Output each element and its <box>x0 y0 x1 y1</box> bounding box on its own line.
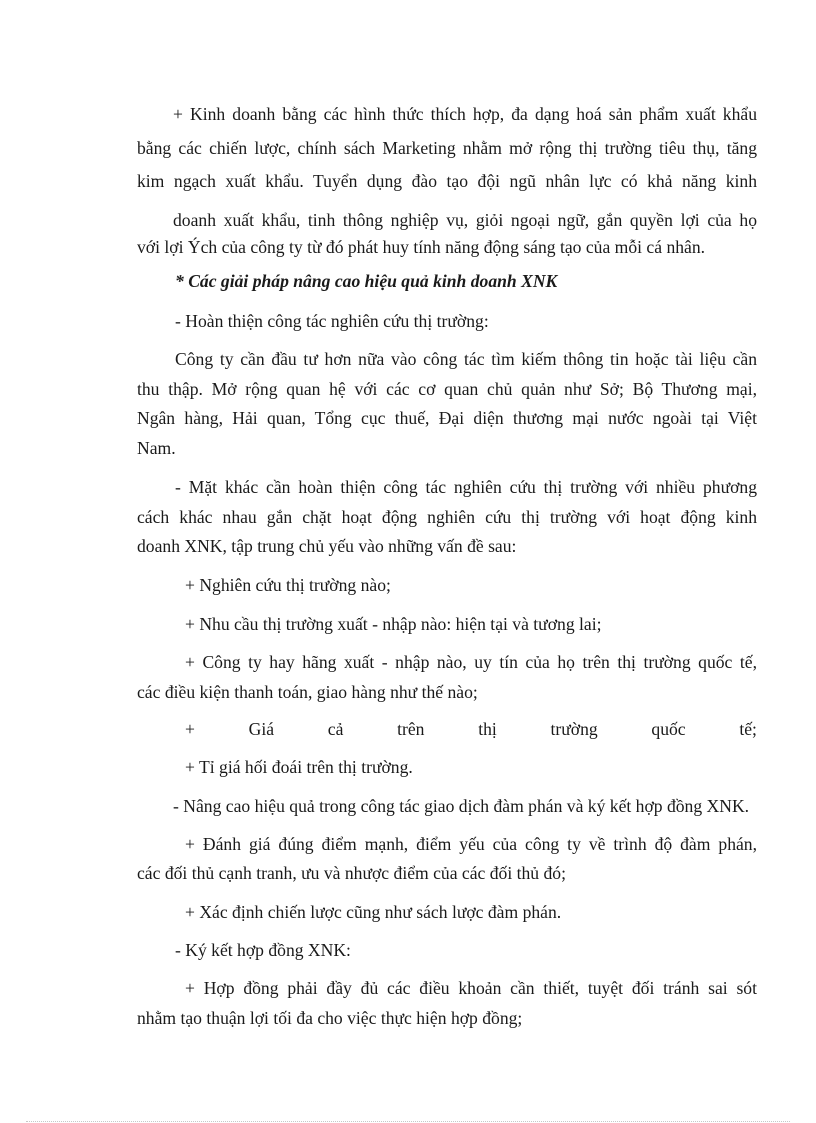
list-item: + Nghiên cứu thị trường nào; <box>185 575 391 595</box>
paragraph-line: các đối thủ cạnh tranh, ưu và nhược điểm của các đối thủ đó; <box>137 863 566 883</box>
spread-word: trường <box>550 719 598 739</box>
spread-word: cả <box>327 719 344 739</box>
spread-word: + <box>185 719 195 739</box>
section-heading: * Các giải pháp nâng cao hiệu quả kinh doanh XNK <box>175 271 558 291</box>
spread-word: quốc <box>651 719 686 739</box>
paragraph-line: Ngân hàng, Hải quan, Tổng cục thuế, Đại diện thương mại nước ngoài tại Việt <box>137 408 757 428</box>
paragraph-line: Nam. <box>137 438 176 458</box>
paragraph-line: + Kinh doanh bằng các hình thức thích hợp, đa dạng hoá sản phẩm xuất khẩu <box>173 104 757 124</box>
list-item: + Nhu cầu thị trường xuất - nhập nào: hiện tại và tương lai; <box>185 614 602 634</box>
paragraph-line: doanh xuất khẩu, tinh thông nghiệp vụ, giỏi ngoại ngữ, gắn quyền lợi của họ <box>173 210 757 230</box>
paragraph-line: doanh XNK, tập trung chủ yếu vào những vấn đề sau: <box>137 536 517 556</box>
list-item: + Công ty hay hãng xuất - nhập nào, uy tín của họ trên thị trường quốc tế, <box>185 652 757 672</box>
page-bottom-rule <box>26 1121 790 1122</box>
paragraph-line: - Nâng cao hiệu quả trong công tác giao dịch đàm phán và ký kết hợp đồng XNK. <box>173 796 750 816</box>
list-item-spread <box>185 718 757 740</box>
paragraph-line: - Mặt khác cần hoàn thiện công tác nghiên cứu thị trường với nhiều phương <box>175 477 757 497</box>
paragraph-line: - Hoàn thiện công tác nghiên cứu thị trường: <box>175 311 489 331</box>
paragraph-line: với lợi Ých của công ty từ đó phát huy tính năng động sáng tạo của mỗi cá nhân. <box>137 237 706 257</box>
paragraph-line: cách khác nhau gắn chặt hoạt động nghiên cứu thị trường với hoạt động kinh <box>137 507 757 527</box>
paragraph-line: các điều kiện thanh toán, giao hàng như thế nào; <box>137 682 478 702</box>
list-item: + Đánh giá đúng điểm mạnh, điểm yếu của công ty về trình độ đàm phán, <box>185 834 757 854</box>
paragraph-line: Công ty cần đầu tư hơn nữa vào công tác tìm kiếm thông tin hoặc tài liệu cần <box>175 349 757 369</box>
paragraph-line: thu thập. Mở rộng quan hệ với các cơ quan chủ quản như Sở; Bộ Thương mại, <box>137 379 757 399</box>
paragraph-line: kim ngạch xuất khẩu. Tuyển dụng đào tạo đội ngũ nhân lực có khả năng kinh <box>137 171 757 191</box>
list-item: + Tỉ giá hối đoái trên thị trường. <box>185 757 413 777</box>
list-item: + Hợp đồng phải đầy đủ các điều khoản cần thiết, tuyệt đối tránh sai sót <box>185 978 757 998</box>
spread-word: thị <box>478 719 497 739</box>
spread-word: tế; <box>739 719 757 739</box>
paragraph-line: - Ký kết hợp đồng XNK: <box>175 940 351 960</box>
spread-word: Giá <box>248 719 275 739</box>
spread-word: trên <box>397 719 425 739</box>
paragraph-line: bằng các chiến lược, chính sách Marketing nhằm mở rộng thị trường tiêu thụ, tăng <box>137 138 757 158</box>
list-item: + Xác định chiến lược cũng như sách lược đàm phán. <box>185 902 562 922</box>
paragraph-line: nhằm tạo thuận lợi tối đa cho việc thực hiện hợp đồng; <box>137 1008 523 1028</box>
